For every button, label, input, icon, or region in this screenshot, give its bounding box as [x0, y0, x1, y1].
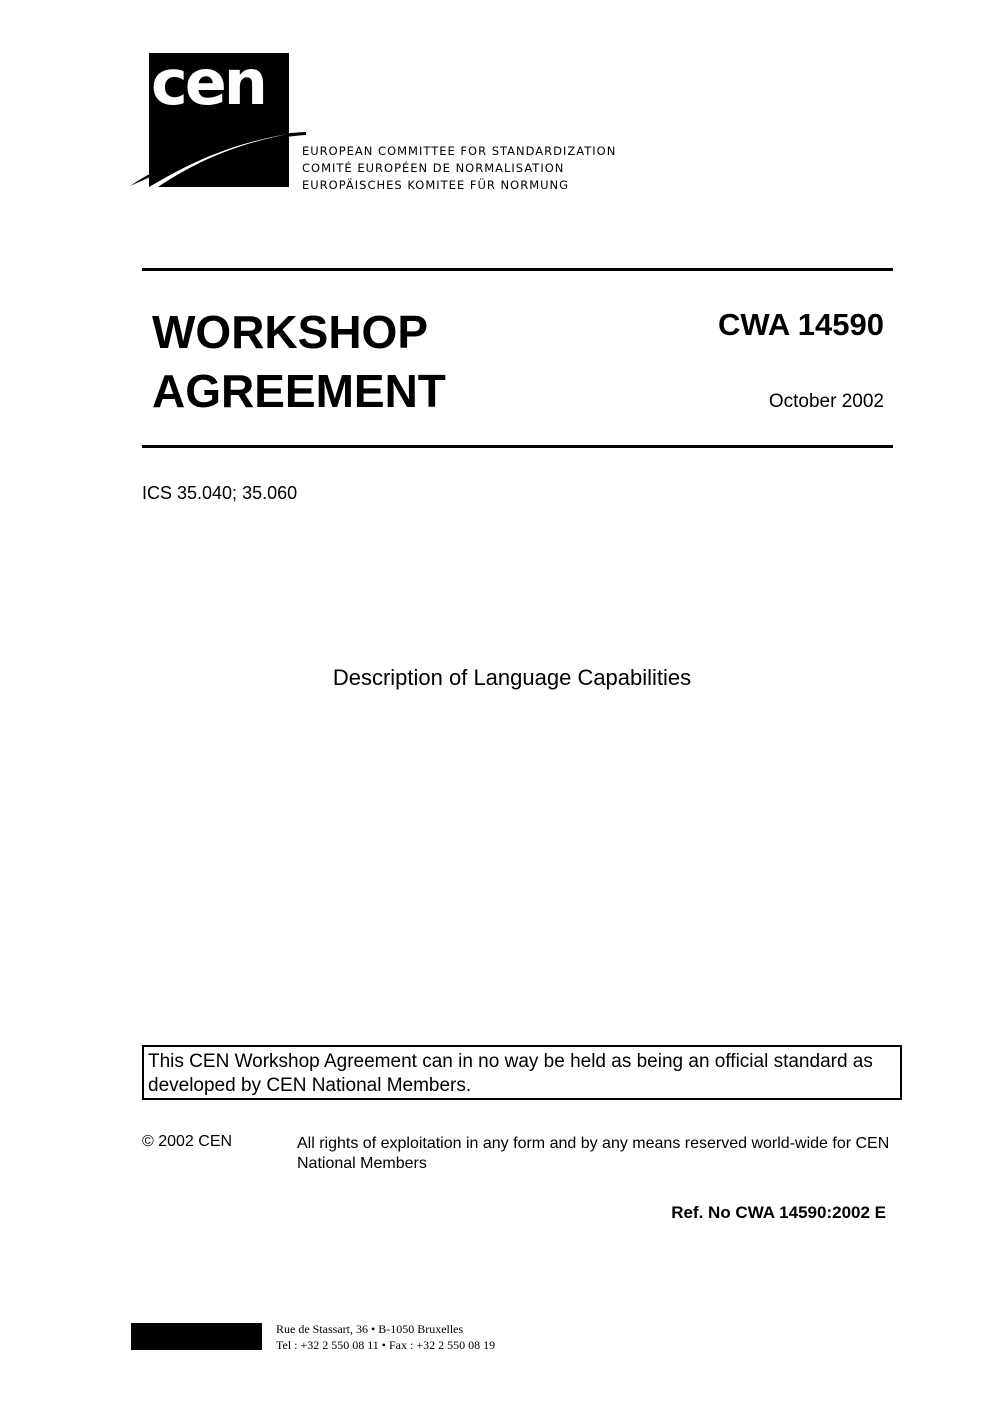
cen-logo-text: cen [151, 46, 265, 119]
reference-number: Ref. No CWA 14590:2002 E [671, 1203, 886, 1222]
top-rule [142, 268, 893, 271]
address-line-1: Rue de Stassart, 36 • B-1050 Bruxelles [276, 1322, 464, 1336]
footer-bar [131, 1323, 262, 1350]
title-line-1: WORKSHOP [152, 306, 428, 358]
address-line-2: Tel : +32 2 550 08 11 • Fax : +32 2 550 08 19 [276, 1338, 496, 1352]
committee-name-fr: COMITÉ EUROPÉEN DE NORMALISATION [302, 161, 565, 175]
rights-statement: All rights of exploitation in any form and by any means reserved world-wide for CEN National Members [297, 1135, 890, 1172]
ics-code: ICS 35.040; 35.060 [142, 483, 298, 503]
bottom-rule [142, 445, 893, 448]
disclaimer-box: This CEN Workshop Agreement can in no way be held as being an official standard as developed by CEN National Members. [142, 1045, 902, 1100]
committee-name-de: EUROPÄISCHES KOMITEE FÜR NORMUNG [302, 178, 570, 192]
document-date: October 2002 [768, 391, 884, 412]
copyright-notice: © 2002 CEN [142, 1133, 233, 1150]
document-number: CWA 14590 [718, 307, 884, 342]
logo-swoosh-icon [128, 120, 308, 190]
title-line-2: AGREEMENT [152, 365, 446, 417]
committee-name-en: EUROPEAN COMMITTEE FOR STANDARDIZATION [302, 144, 617, 158]
document-subject: Description of Language Capabilities [332, 665, 692, 690]
